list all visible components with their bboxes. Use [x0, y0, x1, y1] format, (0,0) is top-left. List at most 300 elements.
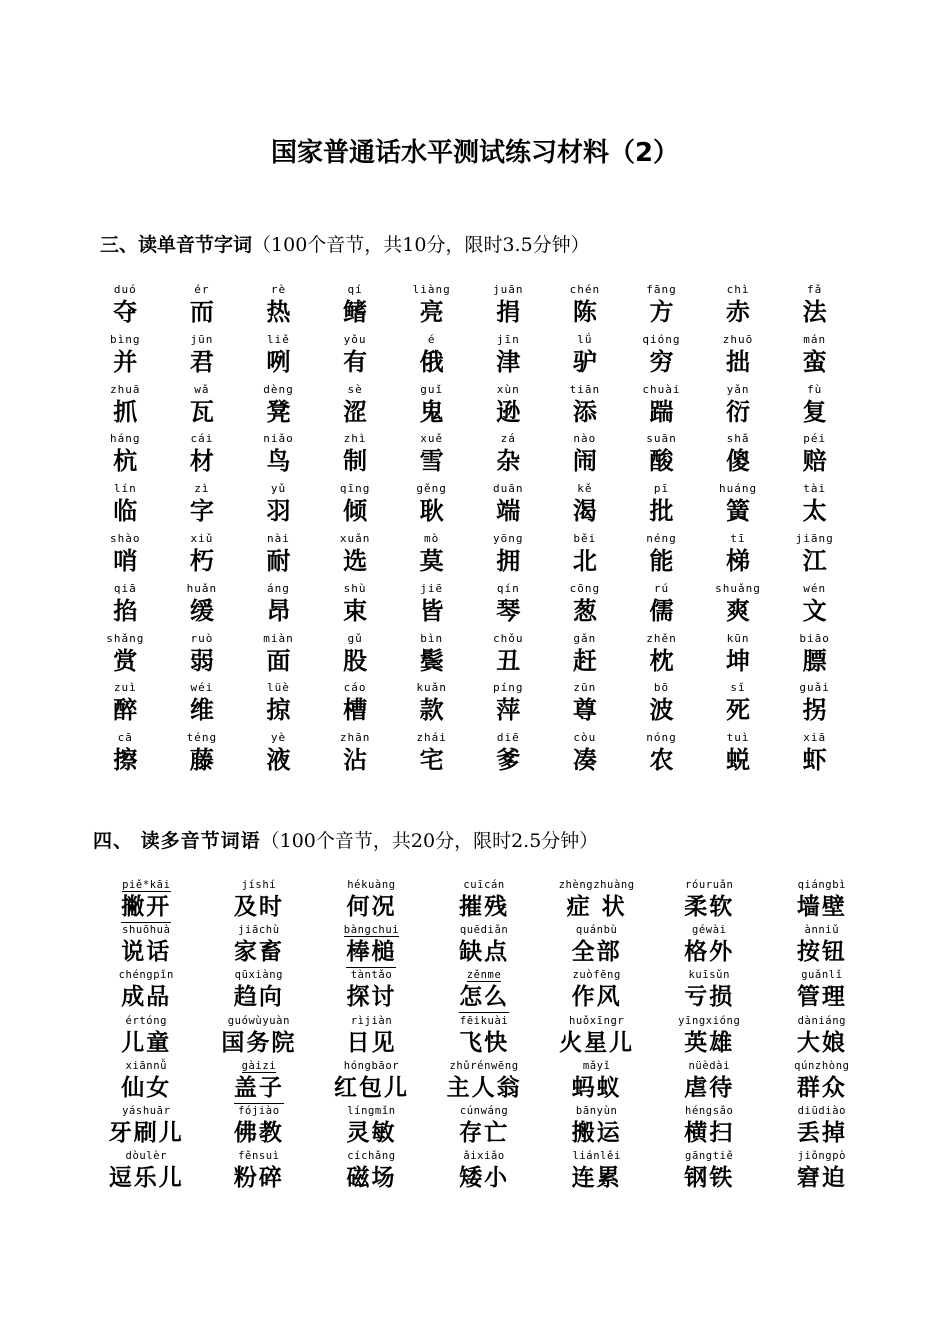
word-item	[470, 482, 547, 532]
pinyin	[623, 632, 700, 646]
pinyin-text: qiángbì	[797, 879, 847, 891]
pinyin-text: yǒu	[343, 332, 367, 346]
pinyin	[317, 383, 394, 397]
word-item	[428, 969, 541, 1014]
word-item	[766, 1060, 879, 1105]
pinyin	[470, 582, 547, 596]
pinyin-text: suān	[646, 432, 677, 446]
pinyin-text: é	[427, 332, 436, 346]
pinyin	[470, 681, 547, 695]
word-item	[470, 432, 547, 482]
hanzi: 批	[649, 497, 674, 526]
hanzi: 红包儿	[333, 1074, 409, 1101]
hanzi: 掠	[266, 696, 291, 725]
pinyin-text: qúnzhòng	[794, 1059, 850, 1072]
section-3-heading	[100, 230, 590, 257]
pinyin	[766, 1150, 879, 1163]
word-item	[164, 283, 241, 333]
word-item	[240, 582, 317, 632]
pinyin-text: bō	[653, 681, 670, 695]
pinyin	[315, 969, 428, 982]
word-row	[87, 681, 867, 731]
hanzi: 英雄	[684, 1029, 735, 1056]
word-item	[547, 731, 624, 781]
hanzi: 赶	[572, 646, 597, 675]
hanzi: 儿童	[121, 1029, 172, 1056]
pinyin	[470, 482, 547, 496]
pinyin-text: qióng	[642, 332, 681, 346]
word-item	[317, 731, 394, 781]
hanzi: 鬼	[419, 397, 444, 426]
hanzi: 瓦	[189, 397, 214, 426]
pinyin	[766, 969, 879, 982]
pinyin	[164, 333, 241, 347]
hanzi: 灵敏	[346, 1119, 397, 1146]
hanzi: 成品	[121, 984, 172, 1011]
hanzi: 而	[189, 298, 214, 326]
word-item	[700, 283, 777, 333]
hanzi: 虐待	[684, 1074, 735, 1101]
word-item	[547, 532, 624, 582]
word-item	[240, 731, 317, 781]
hanzi: 莫	[419, 546, 444, 575]
pinyin-text: liě	[267, 332, 290, 346]
pinyin	[90, 1060, 203, 1073]
pinyin-text: kūn	[726, 631, 750, 645]
word-row	[90, 1105, 880, 1150]
pinyin-text: zhái	[416, 731, 447, 745]
hanzi: 捐	[496, 298, 521, 326]
pinyin-text: shù	[343, 581, 367, 595]
pinyin	[393, 582, 470, 596]
pinyin	[470, 383, 547, 397]
pinyin-text: bàngchui	[343, 924, 400, 937]
hanzi: 北	[572, 546, 597, 575]
hanzi: 死	[726, 696, 751, 725]
word-item	[547, 681, 624, 731]
word-item	[470, 532, 547, 582]
pinyin-text: dòulèr	[125, 1150, 168, 1163]
hanzi: 波	[649, 696, 674, 725]
pinyin	[240, 681, 317, 695]
pinyin-text: chéngpǐn	[118, 969, 174, 982]
pinyin-text: zì	[194, 482, 210, 496]
pinyin-text: mán	[803, 332, 827, 346]
pinyin	[700, 283, 777, 297]
pinyin	[700, 482, 777, 496]
word-item	[203, 1015, 316, 1060]
hanzi: 驴	[572, 347, 597, 376]
pinyin-text: jiāchù	[238, 924, 280, 937]
pinyin	[653, 969, 766, 982]
pinyin	[317, 532, 394, 546]
word-item	[428, 924, 541, 969]
pinyin-text: wén	[803, 581, 827, 595]
word-item	[164, 532, 241, 582]
pinyin-text: huǎn	[186, 581, 218, 595]
hanzi: 凑	[572, 746, 597, 775]
pinyin	[623, 681, 700, 695]
hanzi: 方	[649, 298, 674, 326]
hanzi: 维	[189, 696, 214, 725]
word-item	[776, 731, 853, 781]
pinyin-text: cái	[190, 432, 214, 446]
pinyin	[653, 1150, 766, 1163]
word-item	[700, 582, 777, 632]
word-item	[393, 432, 470, 482]
hanzi: 槽	[343, 696, 368, 725]
word-item	[203, 1105, 316, 1150]
word-row	[87, 532, 867, 582]
word-item	[87, 582, 164, 632]
pinyin	[776, 681, 853, 695]
word-item	[547, 333, 624, 383]
pinyin	[164, 383, 241, 397]
word-item	[164, 632, 241, 682]
word-item	[203, 969, 316, 1014]
pinyin-text: hékuàng	[347, 879, 396, 891]
word-item	[317, 383, 394, 433]
hanzi: 亏损	[684, 984, 735, 1011]
hanzi: 宅	[419, 746, 444, 775]
word-row	[87, 333, 867, 383]
pinyin-text: kuǎn	[416, 681, 447, 695]
pinyin-text: tuì	[726, 731, 750, 745]
multi-syllable-grid	[90, 879, 880, 1195]
pinyin-text: cā	[117, 731, 133, 745]
pinyin	[317, 482, 394, 496]
hanzi: 鸟	[266, 447, 291, 476]
hanzi: 倾	[343, 497, 368, 526]
hanzi: 大娘	[796, 1029, 847, 1056]
hanzi: 热	[266, 298, 291, 326]
hanzi: 踹	[649, 397, 674, 426]
word-item	[623, 731, 700, 781]
pinyin-text: sǐ	[730, 681, 746, 695]
pinyin-text: fěnsuì	[238, 1150, 280, 1163]
word-row	[87, 432, 867, 482]
word-item	[87, 482, 164, 532]
pinyin-text: guówùyuàn	[227, 1014, 291, 1027]
word-item	[393, 283, 470, 333]
pinyin-text: diūdiào	[797, 1104, 847, 1117]
hanzi: 太	[802, 497, 827, 526]
section-4-note: （100个音节，共20分，限时2.5分钟）	[260, 830, 599, 852]
word-item	[240, 283, 317, 333]
word-item	[470, 681, 547, 731]
word-item	[428, 1150, 541, 1195]
pinyin	[240, 731, 317, 745]
hanzi: 字	[189, 497, 214, 526]
pinyin	[317, 632, 394, 646]
pinyin-text: ǎixiǎo	[463, 1150, 505, 1163]
pinyin-text: shǎ	[726, 432, 750, 446]
word-item	[393, 582, 470, 632]
word-item	[766, 1105, 879, 1150]
hanzi: 选	[343, 546, 368, 575]
word-item	[240, 432, 317, 482]
pinyin	[540, 924, 653, 937]
word-item	[623, 532, 700, 582]
pinyin	[315, 1150, 428, 1163]
pinyin	[393, 283, 470, 297]
pinyin	[87, 482, 164, 496]
pinyin-text: zhǔrénwēng	[449, 1059, 519, 1072]
pinyin-text: tī	[730, 531, 746, 545]
hanzi: 蚂蚁	[571, 1074, 622, 1101]
pinyin-text: duān	[493, 482, 524, 496]
hanzi: 仙女	[121, 1074, 172, 1101]
hanzi: 坤	[726, 646, 751, 675]
pinyin	[776, 333, 853, 347]
pinyin	[164, 432, 241, 446]
word-item	[470, 283, 547, 333]
hanzi: 存亡	[459, 1119, 510, 1146]
pinyin-text: juān	[493, 283, 524, 296]
hanzi: 亮	[419, 298, 444, 326]
hanzi: 赔	[802, 447, 827, 476]
word-item	[428, 1015, 541, 1060]
hanzi: 枕	[649, 646, 674, 675]
hanzi: 日见	[346, 1029, 397, 1056]
pinyin	[776, 731, 853, 745]
hanzi: 制	[343, 447, 368, 476]
pinyin-text: róuruǎn	[685, 879, 734, 891]
hanzi: 临	[113, 497, 138, 526]
pinyin-text: tàntǎo	[350, 969, 393, 982]
word-row	[87, 632, 867, 682]
word-item	[623, 333, 700, 383]
hanzi: 并	[113, 347, 138, 376]
hanzi: 衍	[726, 397, 751, 426]
word-item	[540, 924, 653, 969]
pinyin-text: fāng	[646, 283, 677, 296]
pinyin-text: rè	[270, 283, 287, 296]
hanzi: 耿	[419, 497, 444, 526]
pinyin	[776, 432, 853, 446]
pinyin	[164, 283, 241, 297]
word-item	[700, 632, 777, 682]
hanzi: 尊	[572, 696, 597, 725]
word-item	[90, 879, 203, 924]
word-item	[428, 879, 541, 924]
pinyin-text: értóng	[125, 1014, 168, 1027]
hanzi: 有	[343, 347, 368, 376]
pinyin	[766, 1015, 879, 1028]
word-item	[776, 283, 853, 333]
hanzi: 鬓	[419, 646, 444, 675]
hanzi: 缺点	[459, 939, 510, 966]
pinyin	[317, 432, 394, 446]
pinyin	[240, 283, 317, 297]
word-item	[623, 681, 700, 731]
pinyin	[203, 879, 316, 892]
pinyin	[700, 681, 777, 695]
pinyin-text: chuài	[642, 382, 681, 396]
word-item	[547, 383, 624, 433]
word-item	[317, 333, 394, 383]
word-item	[315, 1015, 428, 1060]
hanzi: 逊	[496, 397, 521, 426]
pinyin	[700, 532, 777, 546]
pinyin	[547, 532, 624, 546]
pinyin	[547, 432, 624, 446]
section-4-title: 四、 读多音节词语	[93, 830, 261, 852]
pinyin	[203, 1105, 316, 1118]
word-item	[393, 681, 470, 731]
hanzi: 群众	[796, 1074, 847, 1101]
pinyin	[90, 1105, 203, 1118]
pinyin	[776, 283, 853, 297]
pinyin	[547, 582, 624, 596]
hanzi: 探讨	[346, 984, 397, 1011]
hanzi: 拙	[726, 347, 751, 376]
pinyin	[653, 1015, 766, 1028]
pinyin-text: fēikuài	[459, 1014, 509, 1027]
hanzi: 摧残	[459, 894, 510, 920]
word-item	[317, 482, 394, 532]
pinyin-text: quēdiǎn	[459, 924, 509, 937]
word-item	[317, 283, 394, 333]
word-item	[240, 333, 317, 383]
word-item	[653, 1150, 766, 1195]
word-item	[700, 333, 777, 383]
hanzi: 拥	[496, 546, 521, 575]
pinyin	[470, 632, 547, 646]
pinyin	[87, 383, 164, 397]
word-item	[393, 532, 470, 582]
word-item	[776, 632, 853, 682]
hanzi: 萍	[496, 696, 521, 725]
pinyin	[428, 924, 541, 937]
pinyin	[393, 532, 470, 546]
word-item	[623, 582, 700, 632]
pinyin	[90, 879, 203, 892]
pinyin-text: tài	[803, 482, 827, 496]
hanzi: 盖子	[234, 1073, 284, 1104]
hanzi: 掐	[113, 596, 138, 625]
word-row	[90, 969, 880, 1014]
pinyin-text: háng	[110, 432, 141, 446]
pinyin-text: héngsǎo	[685, 1104, 734, 1117]
pinyin	[90, 924, 203, 937]
word-item	[776, 681, 853, 731]
hanzi: 耐	[266, 546, 291, 575]
word-row	[90, 1150, 880, 1195]
pinyin-text: jiē	[420, 581, 444, 595]
word-item	[470, 632, 547, 682]
pinyin-text: liánlěi	[572, 1150, 621, 1163]
word-item	[315, 969, 428, 1014]
word-item	[623, 482, 700, 532]
hanzi: 何况	[346, 894, 397, 920]
pinyin	[547, 383, 624, 397]
pinyin-text: tiān	[569, 382, 601, 396]
pinyin-text: hóngbāor	[343, 1059, 400, 1072]
pinyin	[90, 1015, 203, 1028]
pinyin-text: yǎn	[726, 382, 750, 396]
pinyin-text: zuòfēng	[572, 969, 621, 982]
pinyin	[547, 482, 624, 496]
word-item	[653, 1060, 766, 1105]
pinyin	[540, 1105, 653, 1118]
pinyin-text: língmǐn	[347, 1104, 396, 1117]
word-item	[203, 924, 316, 969]
pinyin-text: zá	[500, 432, 516, 446]
pinyin	[87, 532, 164, 546]
pinyin	[164, 582, 241, 596]
pinyin-text: chǒu	[493, 631, 524, 645]
pinyin	[547, 283, 624, 297]
word-item	[90, 969, 203, 1014]
word-item	[653, 969, 766, 1014]
pinyin-text: shuōhuà	[122, 924, 171, 937]
pinyin-text: jiāng	[795, 531, 834, 545]
word-item	[315, 1060, 428, 1105]
pinyin-text: dèng	[263, 382, 294, 396]
pinyin	[470, 333, 547, 347]
word-row	[87, 283, 867, 333]
pinyin	[540, 969, 653, 982]
pinyin-text: dàniáng	[797, 1014, 847, 1027]
hanzi: 趋向	[233, 984, 284, 1011]
hanzi: 矮小	[459, 1165, 510, 1192]
word-item	[240, 532, 317, 582]
pinyin-text: xuǎn	[339, 531, 371, 545]
word-item	[700, 532, 777, 582]
hanzi: 撇开	[121, 892, 171, 923]
hanzi: 蜕	[726, 746, 751, 775]
word-item	[87, 333, 164, 383]
pinyin-text: ruò	[190, 631, 214, 645]
hanzi: 及时	[233, 894, 284, 920]
pinyin	[315, 879, 428, 892]
pinyin-text: rú	[653, 581, 670, 595]
pinyin-text: shào	[110, 531, 141, 545]
word-row	[90, 924, 880, 969]
word-item	[547, 482, 624, 532]
word-row	[90, 1015, 880, 1060]
pinyin	[164, 681, 241, 695]
pinyin	[240, 333, 317, 347]
hanzi: 擦	[113, 746, 138, 775]
word-row	[87, 482, 867, 532]
pinyin	[653, 924, 766, 937]
word-item	[203, 1060, 316, 1105]
pinyin-text: gāngtiě	[685, 1150, 734, 1163]
word-item	[393, 482, 470, 532]
word-item	[87, 383, 164, 433]
hanzi: 怎么	[459, 982, 509, 1013]
hanzi: 款	[419, 696, 444, 725]
pinyin	[623, 383, 700, 397]
hanzi: 涩	[343, 397, 368, 426]
word-row	[90, 879, 880, 924]
hanzi: 面	[266, 646, 291, 675]
pinyin	[240, 632, 317, 646]
word-item	[700, 383, 777, 433]
hanzi: 儒	[649, 596, 674, 625]
pinyin-text: jiǒngpò	[797, 1150, 847, 1163]
pinyin	[393, 632, 470, 646]
word-item	[700, 432, 777, 482]
pinyin-text: xiǔ	[190, 531, 214, 545]
pinyin	[766, 1060, 879, 1073]
word-item	[776, 383, 853, 433]
pinyin	[623, 432, 700, 446]
pinyin	[776, 482, 853, 496]
hanzi: 火星儿	[559, 1029, 635, 1056]
